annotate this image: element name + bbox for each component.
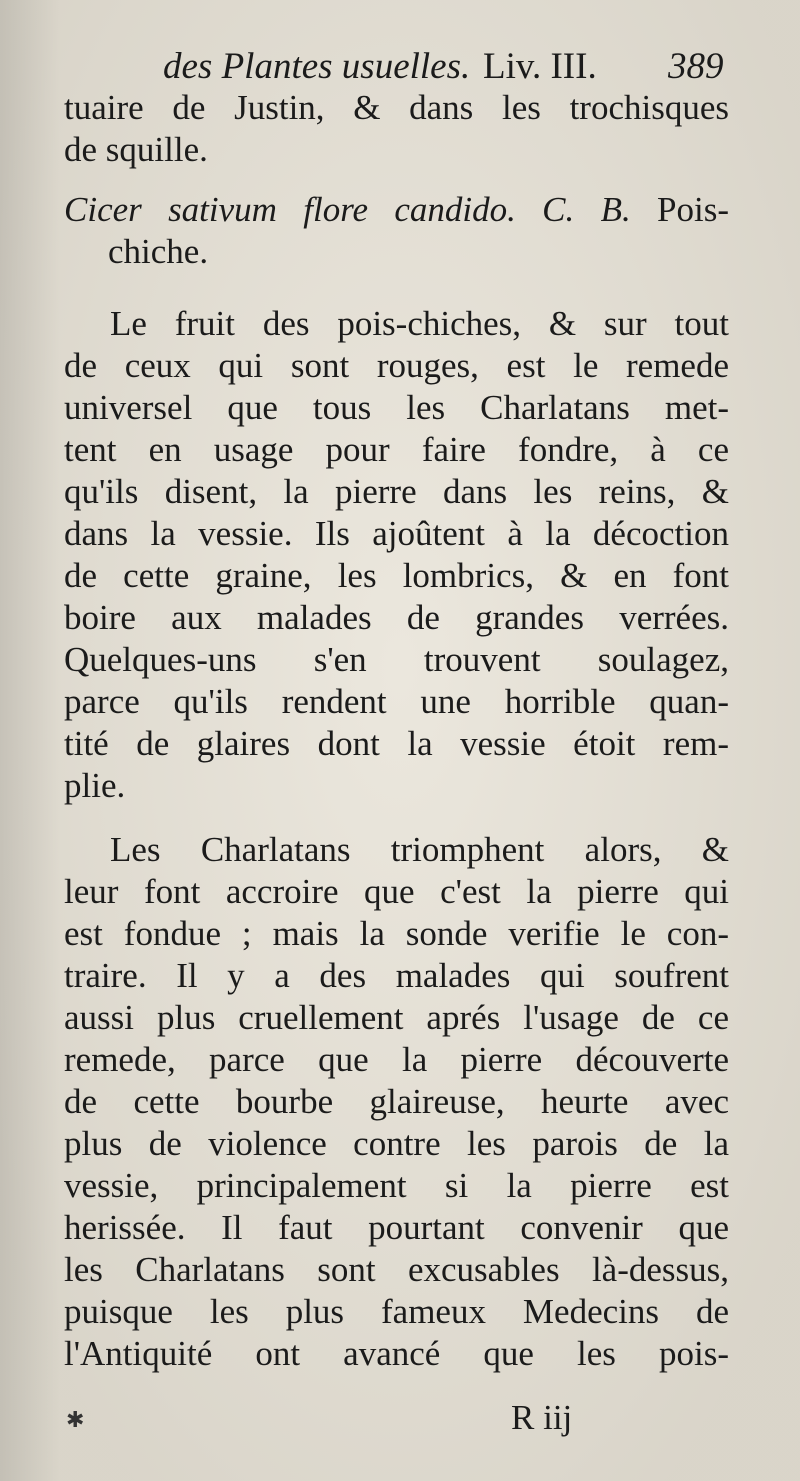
text-line: de ceux qui sont rouges, est le remede [64, 346, 729, 385]
continued-text [64, 87, 729, 171]
text-line: puisque les plus fameux Medecins de [64, 1292, 729, 1331]
text-line: vessie, principalement si la pierre est [64, 1166, 729, 1205]
text-line: qu'ils disent, la pierre dans les reins, & [64, 472, 729, 511]
text-line: boire aux malades de grandes verrées. [64, 598, 729, 637]
text-line: de squille. [64, 130, 208, 169]
paragraph [64, 829, 729, 1375]
text-line: Cicer sativum flore candido. C. B. Pois- [64, 190, 729, 229]
heading-latin-name: Cicer sativum flore candido. C. B. [64, 190, 631, 229]
text-line: Les Charlatans triomphent alors, & [110, 830, 729, 869]
text-line: tité de glaires dont la vessie étoit rem- [64, 724, 729, 763]
text-line: chiche. [108, 232, 209, 271]
text-line: traire. Il y a des malades qui soufrent [64, 956, 729, 995]
text-line: les Charlatans sont excusables là-dessus, [64, 1250, 729, 1289]
text-line: parce qu'ils rendent une horrible quan- [64, 682, 729, 721]
text-line: plie. [64, 766, 126, 805]
text-line: de cette bourbe glaireuse, heurte avec [64, 1082, 729, 1121]
page-header [0, 42, 800, 92]
text-line: tent en usage pour faire fondre, à ce [64, 430, 729, 469]
entry-heading [64, 189, 729, 273]
text-line: de cette graine, les lombrics, & en font [64, 556, 729, 595]
text-line: aussi plus cruellement aprés l'usage de ce [64, 998, 729, 1037]
text-line: est fondue ; mais la sonde verifie le con- [64, 914, 729, 953]
text-line: Le fruit des pois-chiches, & sur tout [110, 304, 729, 343]
paragraph [64, 303, 729, 807]
ink-mark-icon: ✱ [66, 1407, 85, 1432]
text-line: leur font accroire que c'est la pierre qui [64, 872, 729, 911]
running-title: des Plantes usuelles. [163, 46, 471, 87]
text-line: l'Antiquité ont avancé que les pois- [64, 1334, 729, 1373]
page-footer [0, 1395, 800, 1441]
text-line: plus de violence contre les parois de la [64, 1124, 729, 1163]
text-line: universel que tous les Charlatans met- [64, 388, 729, 427]
text-line: dans la vessie. Ils ajoûtent à la décoction [64, 514, 729, 553]
text-line: Quelques-uns s'en trouvent soulagez, [64, 640, 729, 679]
signature-mark: R iij [511, 1398, 573, 1437]
text-line: remede, parce que la pierre découverte [64, 1040, 729, 1079]
book-reference: Liv. III. [483, 46, 597, 87]
page-number: 389 [668, 46, 724, 87]
text-line: herissée. Il faut pourtant convenir que [64, 1208, 729, 1247]
text-line: tuaire de Justin, & dans les trochisques [64, 88, 729, 127]
